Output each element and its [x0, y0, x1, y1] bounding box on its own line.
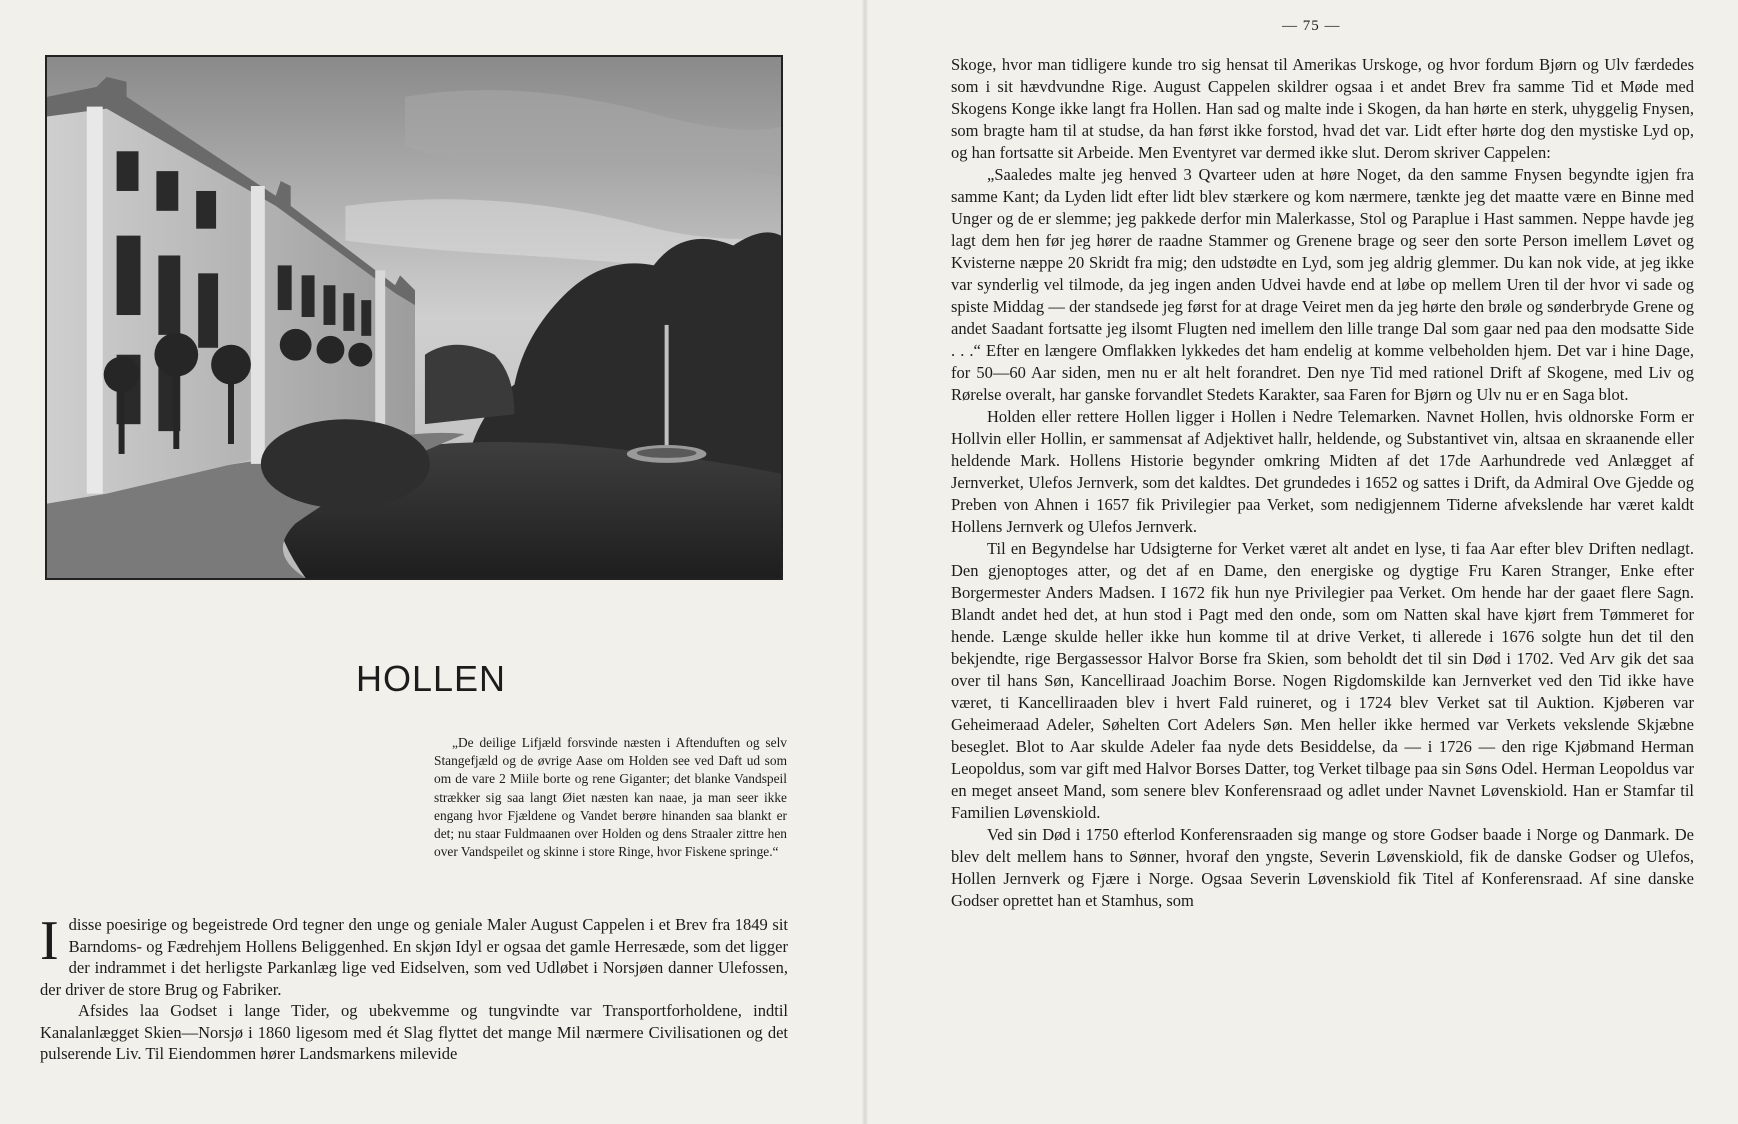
manor-photograph	[45, 55, 783, 580]
drop-cap: I	[40, 910, 59, 972]
opening-paragraph	[40, 910, 788, 1000]
right-paragraph: „Saaledes malte jeg henved 3 Qvarteer uden at høre Noget, da den samme Fnysen begyndte igjen fra samme Kant; da Lyden lidt efter lidt blev stærkere og kom nærmere, tænkte jeg det maatte være en Binne med Unger og de er slemme; jeg pakkede derfor min Malerkasse, Stol og Paraplue i Hast sammen. Neppe havde jeg lagt dem hen før jeg hører de raadne Stammer og Grenene brage og seer den sorte Person imellem Løvet og Kvisterne næppe 20 Skridt fra mig; den udstødte en Lyd, som jeg aldrig glemmer. Du kan nok vide, at jeg ikke var synderlig vel tilmode, da jeg ingen anden Udvei havde end at løbe op mellem Uren til der hvor vi sade og spiste Middag — der standsede jeg først for at drage Veiret men da jeg hørte den brøle og sønderbryde Grene og andet Saadant fortsatte jeg ilsomt Flugten ned imellem den lille trange Dal som gaar ned paa den modsatte Side . . .“ Efter en længere Omflakken lykkedes det ham endelig at komme velbeholden hjem. Det var i hine Dage, for 50—60 Aar siden, men nu er alt helt forandret. Den nye Tid med rationel Drift af Skogene, med Liv og Rørelse overalt, har ganske forvandlet Stedets Karakter, saa Faren for Bjørn og Ulv nu er en Saga blot.	[951, 165, 1694, 404]
epigraph-quote	[434, 734, 787, 861]
page-number: — 75 —	[1282, 18, 1341, 34]
right-paragraph: Til en Begyndelse har Udsigterne for Verket været alt andet en lyse, ti faa Aar efter blev Driften nedlagt. Den gjenoptoges atter, og det af en Dame, den energiske og dygtige Fru Karen Stranger, Enke efter Borgermester Anders Madsen. I 1672 fik hun nye Privilegier paa Verket. Om hende har der gaaet flere Sagn. Blandt andet hed det, at hun stod i Pagt med den onde, som om Natten skal have kjørt frem Tømmeret for hende. Længe skulde heller ikke hun komme til at drive Verket, ti allerede i 1676 solgte hun det til den bekjendte, rige Bergassessor Halvor Borse fra Skien, som beholdt det til sin Død i 1702. Ved Arv gik det saa over til hans Søn, Kancelliraad Joachim Borse. Nogen Rigdomskilde kan Jernverket ved den Tid ikke have været, ti Kancelliraaden blev i hvert Fald ruineret, og i 1724 blev Verket sat til Auktion. Kjøberen var Geheimeraad Adeler, Søhelten Cort Adelers Søn. Men heller ikke hermed var Verkets vekslende Skjæbne beseglet. Blot to Aar skulde Adeler faa nyde dets Besiddelse, da — i 1726 — den rige Kjøbmand Herman Leopoldus, som var gift med Halvor Borses Datter, tog Verket tilbage paa sin Søns Odel. Herman Leopoldus var en meget anseet Mand, som senere blev Konferensraad og adlet under Navnet Løvenskiold. Han er Stamfar til Familien Løvenskiold.	[951, 539, 1694, 822]
article-title: HOLLEN	[355, 658, 507, 699]
right-paragraph: Ved sin Død i 1750 efterlod Konferensraaden sig mange og store Godser baade i Norge og Danmark. De blev delt mellem hans to Sønner, hvoraf den yngste, Severin Løvenskiold, fik de danske Godser og Ulefos, Hollen Jernverk og Fjære i Norge. Ogsaa Severin Løvenskiold fik Titel af Konferensraad. Af sine danske Godser oprettet han et Stamhus, som	[951, 825, 1694, 910]
right-paragraph: Skoge, hvor man tidligere kunde tro sig hensat til Amerikas Urskoge, og hvor fordum Bjørn og Ulv færdedes som i sit hævdvundne Rige. August Cappelen skildrer ogsaa i et andet Brev fra samme Tid et Møde med Skogens Konge ikke langt fra Hollen. Han sad og malte inde i Skogen, da han hørte en sterk, uhyggelig Fnysen, som bragte ham til at studse, da han først ikke forstod, hvad det var. Lidt efter hørte dog den mystiske Lyd op, og han fortsatte sit Arbeide. Men Eventyret var dermed ikke slut. Derom skriver Cappelen:	[951, 55, 1694, 162]
left-page-body	[40, 910, 788, 1065]
right-page-body	[951, 54, 1694, 912]
left-paragraph-2: Afsides laa Godset i lange Tider, og ubekvemme og tungvindte var Transportforholdene, indtil Kanalanlægget Skien—Norsjø i 1860 ligesom med ét Slag flyttet det mange Mil nærmere Civilisationen og det pulserende Liv. Til Eiendommen hører Landsmarkens milevide	[40, 1001, 788, 1063]
opening-paragraph-text: disse poesirige og begeistrede Ord tegner den unge og geniale Maler August Cappelen i et Brev fra 1849 sit Barndoms- og Fædrehjem Hollens Beliggenhed. En skjøn Idyl er ogsaa det gamle Herresæde, som det ligger der indrammet i det herligste Parkanlæg lige ved Eidselven, som ved Udløbet i Norsjøen danner Ulefossen, der driver de store Brug og Fabriker.	[40, 915, 788, 999]
epigraph-text: „De deilige Lifjæld forsvinde næsten i Aftenduften og selv Stangefjæld og de øvrige Aase om Holden see ved Daft ud som om de vare 2 Miile borte og rene Giganter; det blanke Vandspeil strækker sig saa langt Øiet næsten kan naae, ja man seer ikke engang hvor Fjældene og Vandet berøre hinanden saa blankt er det; nu staar Fuldmaanen over Holden og dens Straaler zittre hen over Vandspeilet og skinne i store Ringe, hvor Fiskene springe.“	[434, 735, 787, 860]
manor-photo-illustration	[47, 57, 781, 578]
page-gutter	[862, 0, 868, 1124]
right-paragraph: Holden eller rettere Hollen ligger i Hollen i Nedre Telemarken. Navnet Hollen, hvis oldnorske Form er Hollvin eller Hollin, er sammensat af Adjektivet hallr, heldende, og Substantivet vin, altsaa en skraanende eller heldende Mark. Hollens Historie begynder omkring Midten af det 17de Aarhundrede ved Anlægget af Jernverket, Ulefos Jernverk, som det kaldtes. Det grundedes i 1652 og sattes i Drift, da Admiral Ove Gjedde og Preben von Ahnen i 1657 fik Privilegier paa Verket, som nedigjennem Tiderne afvekslende har været kaldt Hollens Jernverk og Ulefos Jernverk.	[951, 407, 1694, 536]
